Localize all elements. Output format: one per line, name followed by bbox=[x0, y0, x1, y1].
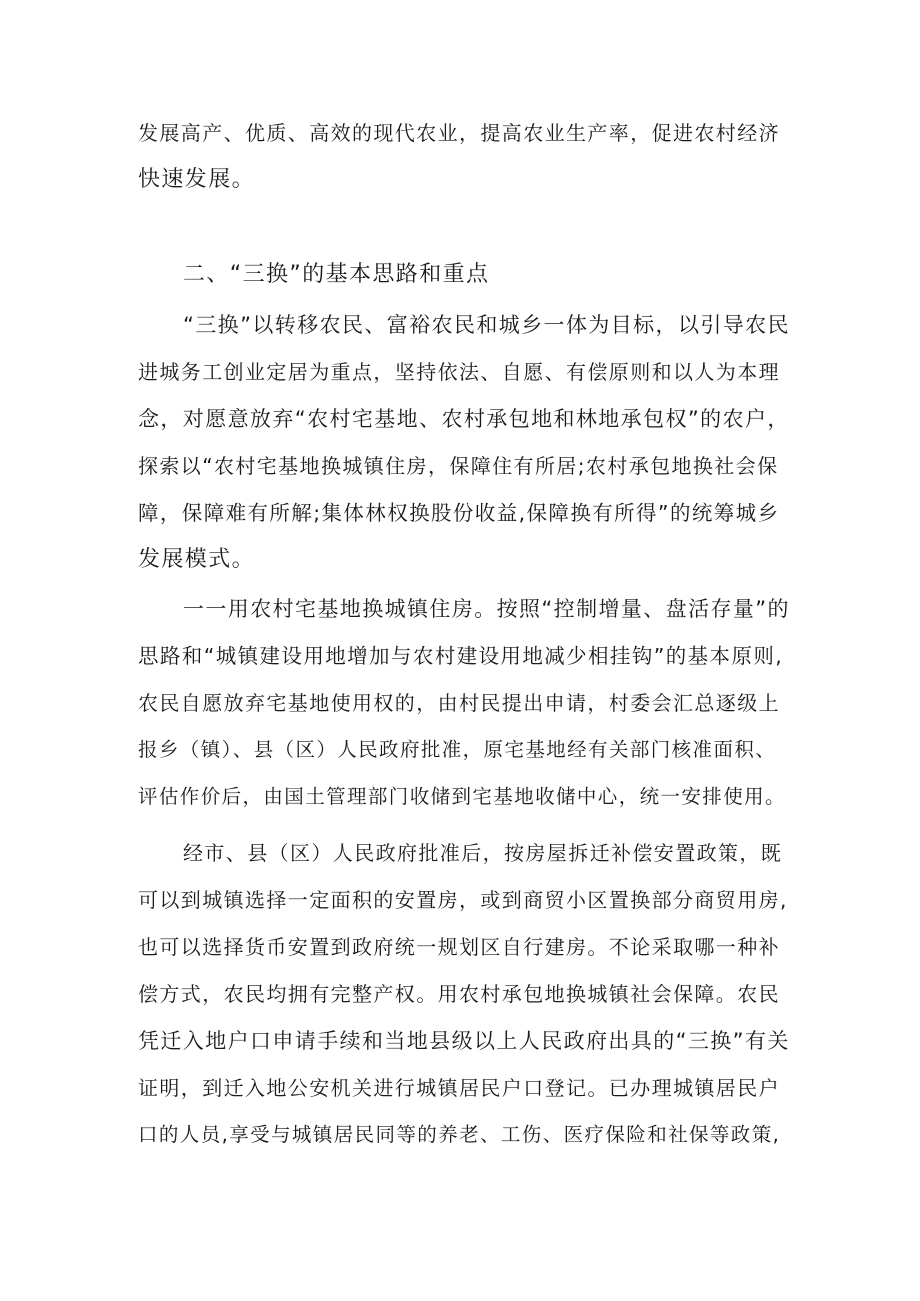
paragraph-line: 可以到城镇选择一定面积的安置房，或到商贸小区置换部分商贸用房, bbox=[138, 888, 788, 912]
paragraph-line: 农民自愿放弃宅基地使用权的，由村民提出申请，村委会汇总逐级上 bbox=[138, 691, 780, 715]
paragraph-line: 经市、县（区）人民政府批准后，按房屋拆迁补偿安置政策，既 bbox=[183, 841, 783, 865]
paragraph-line: 一一用农村宅基地换城镇住房。按照“控制增量、盘活存量”的 bbox=[183, 597, 790, 621]
paragraph-line: 证明，到迁入地公安机关进行城镇居民户口登记。已办理城镇居民户 bbox=[138, 1076, 780, 1100]
paragraph-line: 思路和“城镇建设用地增加与农村建设用地减少相挂钩”的基本原则, bbox=[138, 644, 784, 668]
section-heading: 二、“三换”的基本思路和重点 bbox=[183, 262, 490, 287]
paragraph-line: 发展高产、优质、高效的现代农业，提高农业生产率，促进农村经济 bbox=[138, 121, 780, 145]
paragraph-line: 也可以选择货币安置到政府统一规划区自行建房。不论采取哪一种补 bbox=[138, 935, 780, 959]
paragraph-line: 发展模式。 bbox=[138, 547, 256, 572]
paragraph-line: 偿方式，农民均拥有完整产权。用农村承包地换城镇社会保障。农民 bbox=[138, 982, 780, 1006]
paragraph-line: 口的人员,享受与城镇居民同等的养老、工伤、医疗保险和社保等政策, bbox=[138, 1123, 781, 1146]
paragraph-line: 进城务工创业定居为重点，坚持依法、自愿、有偿原则和以人为本理 bbox=[138, 360, 780, 384]
paragraph-line: 念，对愿意放弃“农村宅基地、农村承包地和林地承包权”的农户， bbox=[138, 407, 790, 431]
paragraph-line: 评估作价后，由国土管理部门收储到宅基地收储中心，统一安排使用。 bbox=[138, 785, 786, 808]
paragraph-line: 快速发展。 bbox=[138, 167, 256, 192]
paragraph-line: 凭迁入地户口申请手续和当地县级以上人民政府出具的“三换”有关 bbox=[138, 1029, 790, 1053]
paragraph-line: 报乡（镇）、县（区）人民政府批准，原宅基地经有关部门核准面积、 bbox=[138, 738, 777, 761]
paragraph-line: “三换”以转移农民、富裕农民和城乡一体为目标，以引导农民 bbox=[183, 313, 790, 337]
paragraph-line: 探索以“农村宅基地换城镇住房，保障住有所居;农村承包地换社会保 bbox=[138, 454, 779, 478]
paragraph-line: 障，保障难有所解;集体林权换股份收益,保障换有所得”的统筹城乡 bbox=[138, 501, 780, 525]
